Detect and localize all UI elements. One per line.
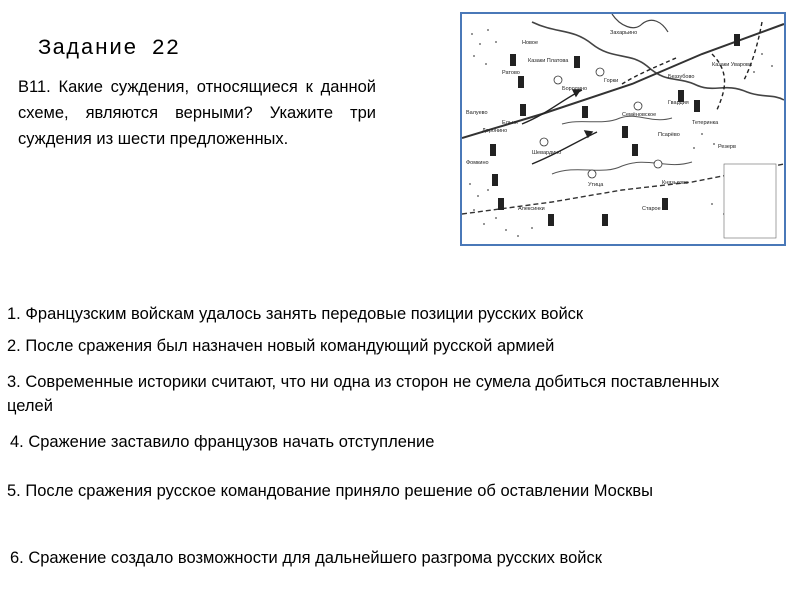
villages bbox=[540, 68, 662, 178]
map-label: Шевардино bbox=[532, 150, 562, 156]
slide-title: Задание 22 bbox=[38, 36, 181, 61]
map-label: Алексинки bbox=[518, 206, 545, 212]
map-label: Доронино bbox=[482, 128, 508, 134]
stream-utitsa bbox=[552, 162, 692, 174]
answer-option-3: 3. Современные историки считают, что ни одна из сторон не сумела добиться поставленных целей bbox=[7, 373, 720, 415]
map-label: Ратово bbox=[502, 70, 520, 76]
map-label: Утица bbox=[588, 182, 604, 188]
attack-arrows bbox=[522, 22, 762, 164]
map-label: Казаки Уварова bbox=[712, 62, 752, 68]
answer-option-1: 1. Французским войскам удалось занять передовые позиции русских войск bbox=[7, 305, 584, 323]
map-label: Валуево bbox=[466, 110, 488, 116]
map-label: Старое bbox=[642, 206, 661, 212]
map-label: Захарьино bbox=[610, 30, 638, 36]
answer-option-2: 2. После сражения был назначен новый командующий русской армией bbox=[7, 337, 555, 355]
map-label: Семёновское bbox=[622, 112, 657, 118]
map-label: Тетеринка bbox=[692, 120, 719, 126]
map-label: Князьково bbox=[662, 180, 689, 186]
answer-option-4: 4. Сражение заставило французов начать отступление bbox=[10, 433, 435, 451]
question-text: В11. Какие суждения, относящиеся к данной схеме, являются верными? Укажите три суждения из шести предложенных. bbox=[18, 78, 376, 148]
map-label: Новое bbox=[522, 40, 539, 46]
map-label: Бородино bbox=[562, 86, 588, 92]
map-label: Псарёво bbox=[658, 132, 680, 138]
answer-option-6: 6. Сражение создало возможности для дальнейшего разгрома русских войск bbox=[10, 549, 602, 567]
map-label: Горки bbox=[604, 78, 619, 84]
map-label: Гвардия bbox=[668, 100, 689, 106]
map-label: Резерв bbox=[718, 144, 736, 150]
map-label: Казаки Платова bbox=[528, 58, 569, 64]
battle-map-drawing bbox=[462, 14, 784, 244]
map-label: Ельня bbox=[502, 120, 518, 126]
answer-option-5: 5. После сражения русское командование приняло решение об оставлении Москвы bbox=[7, 482, 653, 500]
map-label: Фомкино bbox=[466, 160, 489, 166]
map-label: Беззубово bbox=[668, 74, 695, 80]
map-inset bbox=[724, 164, 776, 238]
battle-map bbox=[460, 12, 786, 246]
